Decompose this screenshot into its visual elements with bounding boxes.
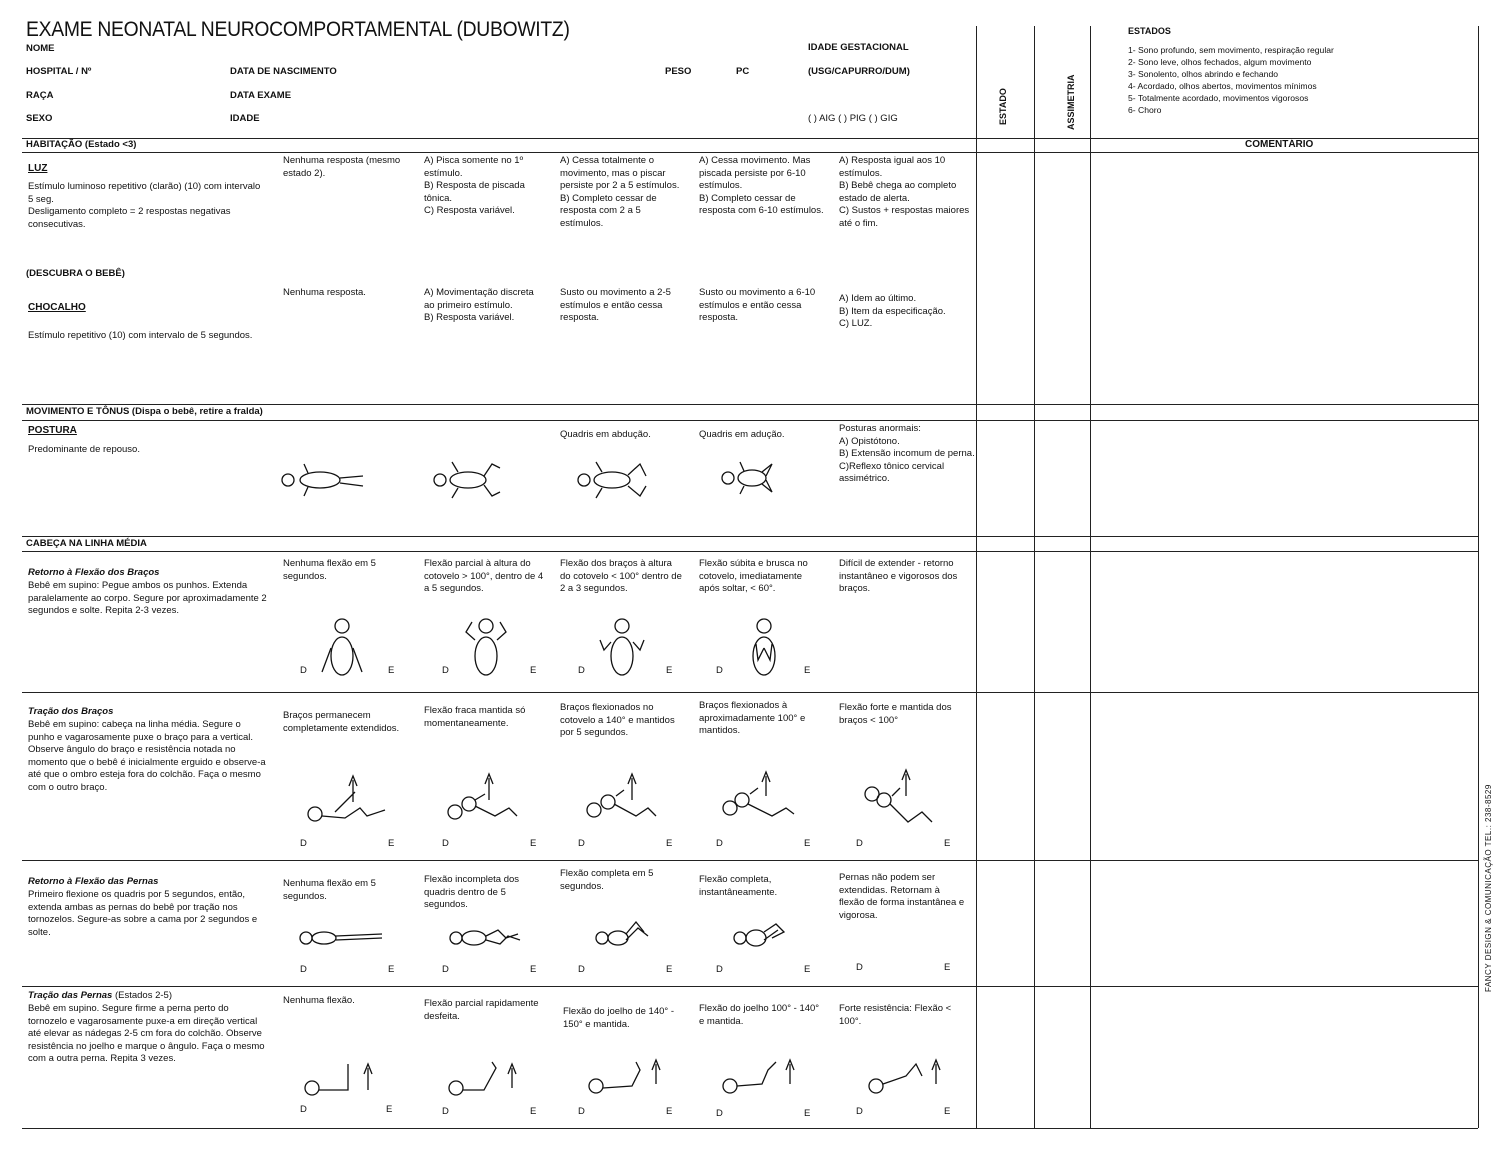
leg-recoil-figure-2-icon [448,924,538,952]
tracao-pernas-score-2: Flexão parcial rapidamente desfeita. [424,998,539,1022]
column-comentario: COMENTÁRIO [1245,139,1314,150]
side-e: E [666,1106,673,1117]
postura-description: Predominante de repouso. [28,444,140,455]
side-d: D [578,1106,585,1117]
arm-traction-figure-4-icon [720,772,810,824]
label-aig: ( ) AIG ( ) PIG ( ) GIG [808,113,898,124]
grid-line [1034,26,1035,1128]
estado-item: 4- Acordado, olhos abertos, movimentos mínimos [1128,81,1317,91]
label-data-nascimento: DATA DE NASCIMENTO [230,66,337,77]
arm-traction-figure-2-icon [445,772,535,824]
side-d: D [300,964,307,975]
side-e: E [944,962,951,973]
label-idade: IDADE [230,113,260,124]
side-d: D [442,665,449,676]
label-nome: NOME [26,43,55,54]
side-d: D [442,1106,449,1117]
tracao-pernas-description: Bebê em supino. Segure firme a perna perto do tornozelo e vagarosamente puxe-a em direção vertical até elevar as nádegas 2-5 cm fora do colchão. Observe resistência no joelho e marque o ângulo. Faça o mesmo com a outra perna. Repita 3 vezes. [28,1003,265,1064]
label-usg: (USG/CAPURRO/DUM) [808,66,910,77]
side-e: E [666,964,673,975]
form-title: EXAME NEONATAL NEUROCOMPORTAMENTAL (DUBOWITZ) [26,18,570,41]
side-e: E [530,1106,537,1117]
leg-recoil-figure-4-icon [732,918,792,952]
arm-traction-figure-1-icon [305,772,395,824]
grid-line [22,138,1478,139]
estados-list [1128,44,1334,116]
tracao-bracos-score-2: Flexão fraca mantida só momentaneamente. [424,705,526,729]
side-d: D [716,838,723,849]
postura-score-4: Quadris em adução. [699,429,785,440]
chocalho-score-2: A) Movimentação discreta ao primeiro estímulo. B) Resposta variável. [424,287,534,323]
retorno-bracos-description: Bebê em supino: Pegue ambos os punhos. Extenda paralelamente ao corpo. Segure por aproximadamente 2 segundos e solte. Repita 2-3 vezes. [28,580,267,616]
retorno-pernas-score-3: Flexão completa em 5 segundos. [560,868,654,892]
side-d: D [300,1104,307,1115]
side-d: D [856,838,863,849]
retorno-pernas-score-2: Flexão incompleta dos quadris dentro de 5 segundos. [424,874,520,910]
luz-description: Estímulo luminoso repetitivo (clarão) (10) com intervalo 5 seg. Desligamento completo = 2 respostas negativas consecutivas. [28,181,261,230]
retorno-bracos-score-1: Nenhuma flexão em 5 segundos. [283,558,376,582]
label-idade-gestacional: IDADE GESTACIONAL [808,42,909,53]
vertical-footer: FANCY DESIGN & COMUNICAÇÃO TEL.: 238-8529 [1484,784,1493,992]
column-assimetria: ASSIMETRIA [1066,74,1076,130]
tracao-pernas-title: Tração das Pernas [28,990,113,1001]
grid-line [22,551,1478,552]
side-d: D [716,964,723,975]
luz-score-2: A) Pisca somente no 1º estímulo. B) Resposta de piscada tônica. C) Resposta variável. [424,155,525,216]
side-e: E [666,665,673,676]
posture-figure-4-icon [718,458,788,502]
grid-line [22,986,1478,987]
section-movimento: MOVIMENTO E TÔNUS (Dispa o bebê, retire a fralda) [26,406,263,417]
arm-traction-figure-5-icon [862,770,952,830]
postura-score-5: Posturas anormais: A) Opistótono. B) Extensão incomum de perna. C)Reflexo tônico cervical assimétrico. [839,423,975,484]
retorno-pernas-score-4: Flexão completa, instantâneamente. [699,874,778,898]
section-cabeca: CABEÇA NA LINHA MÉDIA [26,538,147,549]
side-d: D [442,964,449,975]
leg-traction-figure-4-icon [720,1056,800,1096]
side-e: E [530,665,537,676]
retorno-bracos-score-3: Flexão dos braços à altura do cotovelo < 100° dentro de 2 a 3 segundos. [560,558,682,594]
retorno-bracos-score-5: Difícil de extender - retorno instantâneo e vigorosos dos braços. [839,558,958,594]
leg-traction-figure-5-icon [866,1056,946,1096]
grid-line [22,420,1478,421]
luz-score-3: A) Cessa totalmente o movimento, mas o piscar persiste por 2 a 5 estímulos. B) Completo cessar de resposta com 2 a 5 estímulos. [560,155,680,229]
side-e: E [386,1104,393,1115]
side-e: E [804,665,811,676]
postura-title: POSTURA [28,425,77,436]
tracao-bracos-score-1: Braços permanecem completamente extendidos. [283,710,400,734]
side-e: E [666,838,673,849]
side-e: E [388,964,395,975]
retorno-pernas-score-5: Pernas não podem ser extendidas. Retornam à flexão de forma instantânea e vigorosa. [839,872,965,921]
chocalho-score-5: A) Idem ao último. B) Item da especificação. C) LUZ. [839,293,946,329]
tracao-bracos-title: Tração dos Braços [28,706,114,717]
side-e: E [388,665,395,676]
tracao-pernas-score-5: Forte resistência: Flexão < 100°. [839,1003,952,1027]
label-data-exame: DATA EXAME [230,90,292,101]
leg-traction-figure-1-icon [302,1058,382,1098]
tracao-bracos-score-5: Flexão forte e mantida dos braços < 100° [839,702,952,726]
luz-title: LUZ [28,163,48,174]
leg-recoil-figure-1-icon [298,924,388,952]
side-d: D [578,838,585,849]
retorno-bracos-score-2: Flexão parcial à altura do cotovelo > 100°, dentro de 4 a 5 segundos. [424,558,544,594]
side-d: D [300,665,307,676]
grid-line [1090,26,1091,1128]
tracao-bracos-score-4: Braços flexionados à aproximadamente 100° e mantidos. [699,700,806,736]
grid-line [22,1128,1478,1129]
posture-figure-3-icon [574,458,664,502]
side-d: D [300,838,307,849]
grid-line [1478,26,1479,1128]
chocalho-description: Estímulo repetitivo (10) com intervalo de 5 segundos. [28,330,253,341]
side-d: D [856,962,863,973]
chocalho-score-4: Susto ou movimento a 6-10 estímulos e então cessa resposta. [699,287,816,323]
column-estado: ESTADO [998,88,1008,125]
estado-item: 2- Sono leve, olhos fechados, algum movimento [1128,57,1312,67]
grid-line [22,692,1478,693]
label-peso: PESO [665,66,692,77]
retorno-bracos-score-4: Flexão súbita e brusca no cotovelo, imediatamente após soltar, < 60°. [699,558,808,594]
section-habituacao: HABITAÇÃO (Estado <3) [26,139,137,150]
estado-item: 1- Sono profundo, sem movimento, respiração regular [1128,45,1334,55]
side-e: E [530,964,537,975]
arm-recoil-figure-4-icon [740,618,790,678]
section-descubra: (DESCUBRA O BEBÊ) [26,268,125,279]
side-e: E [388,838,395,849]
retorno-bracos-title: Retorno à Flexão dos Braços [28,567,160,578]
chocalho-title: CHOCALHO [28,302,86,313]
label-pc: PC [736,66,750,77]
chocalho-score-3: Susto ou movimento a 2-5 estímulos e então cessa resposta. [560,287,671,323]
side-e: E [944,838,951,849]
side-d: D [716,1108,723,1119]
label-hospital: HOSPITAL / Nº [26,66,92,77]
side-e: E [804,1108,811,1119]
leg-traction-figure-2-icon [446,1058,526,1098]
leg-recoil-figure-3-icon [594,918,654,952]
grid-line [22,860,1478,861]
side-d: D [578,665,585,676]
side-e: E [944,1106,951,1117]
luz-score-1: Nenhuma resposta (mesmo estado 2). [283,155,401,179]
tracao-pernas-score-3: Flexão do joelho de 140° - 150° e mantida. [563,1006,675,1030]
posture-figure-1-icon [278,458,368,502]
posture-figure-2-icon [430,458,520,502]
retorno-pernas-title: Retorno à Flexão das Pernas [28,876,159,887]
label-raca: RAÇA [26,90,54,101]
retorno-pernas-score-1: Nenhuma flexão em 5 segundos. [283,878,376,902]
arm-recoil-figure-1-icon [318,618,368,678]
tracao-bracos-description: Bebê em supino: cabeça na linha média. Segure o punho e vagarosamente puxe o braço para a vertical. Observe ângulo do braço e resistência notada no momento que o bebê é inicialmente erguido e observe-a até que o ombro esteja fora do colchão. Faça o mesmo com o outro braço. [28,719,266,793]
side-d: D [578,964,585,975]
luz-score-4: A) Cessa movimento. Mas piscada persiste por 6-10 estímulos. B) Completo cessar de resposta com 6-10 estímulos. [699,155,824,216]
postura-score-3: Quadris em abdução. [560,429,651,440]
side-d: D [856,1106,863,1117]
tracao-pernas-score-1: Nenhuma flexão. [283,995,355,1006]
side-d: D [442,838,449,849]
side-e: E [804,964,811,975]
side-e: E [804,838,811,849]
arm-recoil-figure-3-icon [598,618,648,678]
chocalho-score-1: Nenhuma resposta. [283,287,366,298]
leg-traction-figure-3-icon [586,1056,666,1096]
tracao-pernas-title-row [28,990,172,1003]
side-d: D [716,665,723,676]
luz-score-5: A) Resposta igual aos 10 estímulos. B) Bebê chega ao completo estado de alerta. C) Sustos + respostas maiores até o fim. [839,155,970,229]
arm-recoil-figure-2-icon [462,618,512,678]
estado-item: 5- Totalmente acordado, movimentos vigorosos [1128,93,1309,103]
grid-line [22,536,1478,537]
grid-line [22,152,1478,153]
tracao-pernas-score-4: Flexão do joelho 100° - 140° e mantida. [699,1003,820,1027]
arm-traction-figure-3-icon [584,772,674,824]
side-e: E [530,838,537,849]
estados-title: ESTADOS [1128,26,1171,36]
label-sexo: SEXO [26,113,53,124]
grid-line [22,404,1478,405]
retorno-pernas-description: Primeiro flexione os quadris por 5 segundos, então, extenda ambas as pernas do bebê por tração nos tornozelos. Segure-as sobre a cama por 2 segundos e solte. [28,889,258,938]
estado-item: 6- Choro [1128,105,1162,115]
tracao-bracos-score-3: Braços flexionados no cotovelo a 140° e mantidos por 5 segundos. [560,702,675,738]
tracao-pernas-title-suffix: (Estados 2-5) [112,990,172,1001]
estado-item: 3- Sonolento, olhos abrindo e fechando [1128,69,1279,79]
